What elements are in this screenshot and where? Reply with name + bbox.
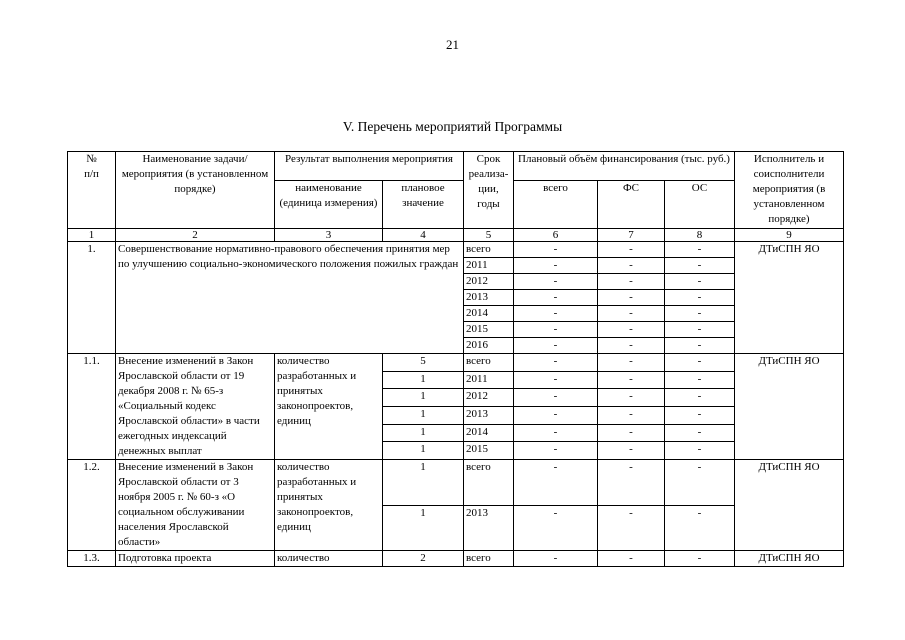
header-fin-os: ОС xyxy=(665,181,735,229)
item-name: Подготовка проекта xyxy=(116,551,275,567)
col-number: 6 xyxy=(514,229,598,242)
item-number: 1.1. xyxy=(68,354,116,460)
fin-fs: - xyxy=(598,354,665,372)
fin-total: - xyxy=(514,306,598,322)
plan-value: 1 xyxy=(383,505,464,551)
fin-total: - xyxy=(514,551,598,567)
fin-fs: - xyxy=(598,242,665,258)
item-number: 1.3. xyxy=(68,551,116,567)
col-number: 3 xyxy=(275,229,383,242)
table-header-row xyxy=(68,152,844,181)
term-year: 2014 xyxy=(464,306,514,322)
fin-fs: - xyxy=(598,442,665,460)
result-name: количество xyxy=(275,551,383,567)
fin-os: - xyxy=(665,371,735,389)
header-finance: Плановый объём финансирования (тыс. руб.) xyxy=(514,152,735,181)
header-num: № п/п xyxy=(68,152,116,229)
plan-value: 1 xyxy=(383,424,464,442)
fin-os: - xyxy=(665,505,735,551)
col-number: 1 xyxy=(68,229,116,242)
page-number: 21 xyxy=(446,37,459,52)
term-year: 2014 xyxy=(464,424,514,442)
term-year: 2016 xyxy=(464,338,514,354)
fin-os: - xyxy=(665,406,735,424)
fin-fs: - xyxy=(598,322,665,338)
fin-total: - xyxy=(514,290,598,306)
fin-fs: - xyxy=(598,460,665,506)
fin-os: - xyxy=(665,322,735,338)
table-body xyxy=(68,242,844,567)
fin-total: - xyxy=(514,505,598,551)
header-executor: Исполнитель и соисполнители мероприятия (в установленном порядке) xyxy=(735,152,844,229)
fin-os: - xyxy=(665,338,735,354)
term-year: 2011 xyxy=(464,371,514,389)
term-year: 2015 xyxy=(464,442,514,460)
fin-total: - xyxy=(514,242,598,258)
term-year: 2013 xyxy=(464,406,514,424)
fin-os: - xyxy=(665,290,735,306)
col-number: 2 xyxy=(116,229,275,242)
term-year: 2013 xyxy=(464,290,514,306)
plan-value: 5 xyxy=(383,354,464,372)
col-number: 5 xyxy=(464,229,514,242)
fin-os: - xyxy=(665,460,735,506)
fin-fs: - xyxy=(598,551,665,567)
fin-total: - xyxy=(514,460,598,506)
header-result-plan: плановое значение xyxy=(383,181,464,229)
fin-os: - xyxy=(665,442,735,460)
fin-fs: - xyxy=(598,338,665,354)
fin-os: - xyxy=(665,242,735,258)
plan-value: 2 xyxy=(383,551,464,567)
executor: ДТиСПН ЯО xyxy=(735,460,844,551)
fin-total: - xyxy=(514,371,598,389)
fin-fs: - xyxy=(598,424,665,442)
term-year: 2011 xyxy=(464,258,514,274)
term-year: 2012 xyxy=(464,274,514,290)
fin-total: - xyxy=(514,354,598,372)
fin-total: - xyxy=(514,406,598,424)
fin-os: - xyxy=(665,551,735,567)
item-name: Внесение изменений в Закон Ярославской области от 3 ноября 2005 г. № 60-з «О социальном обслуживании населения Ярославской области» xyxy=(116,460,275,551)
item-number: 1. xyxy=(68,242,116,354)
term-year: 2013 xyxy=(464,505,514,551)
table-row xyxy=(68,242,844,258)
fin-fs: - xyxy=(598,258,665,274)
fin-os: - xyxy=(665,354,735,372)
result-name: количество разработанных и принятых законопроектов, единиц xyxy=(275,354,383,460)
fin-total: - xyxy=(514,389,598,407)
result-name: количество разработанных и принятых законопроектов, единиц xyxy=(275,460,383,551)
fin-os: - xyxy=(665,306,735,322)
fin-fs: - xyxy=(598,389,665,407)
col-number: 8 xyxy=(665,229,735,242)
executor: ДТиСПН ЯО xyxy=(735,354,844,460)
term-year: всего xyxy=(464,551,514,567)
fin-total: - xyxy=(514,442,598,460)
table-row xyxy=(68,354,844,372)
fin-fs: - xyxy=(598,290,665,306)
fin-fs: - xyxy=(598,274,665,290)
term-year: всего xyxy=(464,460,514,506)
plan-value: 1 xyxy=(383,442,464,460)
fin-total: - xyxy=(514,338,598,354)
item-name: Внесение изменений в Закон Ярославской области от 19 декабря 2008 г. № 65-з «Социальный кодекс Ярославской области» в части ежегодных индексаций денежных выплат xyxy=(116,354,275,460)
programme-activities-table xyxy=(67,151,844,567)
fin-os: - xyxy=(665,424,735,442)
item-name: Совершенствование нормативно-правового обеспечения принятия мер по улучшению социально-экономического положения пожилых граждан xyxy=(116,242,464,354)
table-row xyxy=(68,551,844,567)
section-title: V. Перечень мероприятий Программы xyxy=(342,119,563,134)
term-year: всего xyxy=(464,354,514,372)
fin-total: - xyxy=(514,424,598,442)
fin-total: - xyxy=(514,274,598,290)
term-year: 2012 xyxy=(464,389,514,407)
plan-value: 1 xyxy=(383,389,464,407)
table-row xyxy=(68,460,844,506)
header-fin-fs: ФС xyxy=(598,181,665,229)
plan-value: 1 xyxy=(383,460,464,506)
col-number: 4 xyxy=(383,229,464,242)
col-number: 7 xyxy=(598,229,665,242)
item-number: 1.2. xyxy=(68,460,116,551)
executor: ДТиСПН ЯО xyxy=(735,551,844,567)
header-fin-total: всего xyxy=(514,181,598,229)
term-year: 2015 xyxy=(464,322,514,338)
fin-os: - xyxy=(665,258,735,274)
executor: ДТиСПН ЯО xyxy=(735,242,844,354)
header-result: Результат выполнения мероприятия xyxy=(275,152,464,181)
fin-fs: - xyxy=(598,371,665,389)
fin-total: - xyxy=(514,322,598,338)
fin-fs: - xyxy=(598,306,665,322)
plan-value: 1 xyxy=(383,406,464,424)
fin-fs: - xyxy=(598,406,665,424)
term-year: всего xyxy=(464,242,514,258)
col-number: 9 xyxy=(735,229,844,242)
fin-os: - xyxy=(665,274,735,290)
fin-os: - xyxy=(665,389,735,407)
header-term: Срок реализа-ции, годы xyxy=(464,152,514,229)
fin-fs: - xyxy=(598,505,665,551)
fin-total: - xyxy=(514,258,598,274)
column-number-row xyxy=(68,229,844,242)
plan-value: 1 xyxy=(383,371,464,389)
header-result-name: наименование (единица измерения) xyxy=(275,181,383,229)
header-name: Наименование задачи/мероприятия (в установленном порядке) xyxy=(116,152,275,229)
